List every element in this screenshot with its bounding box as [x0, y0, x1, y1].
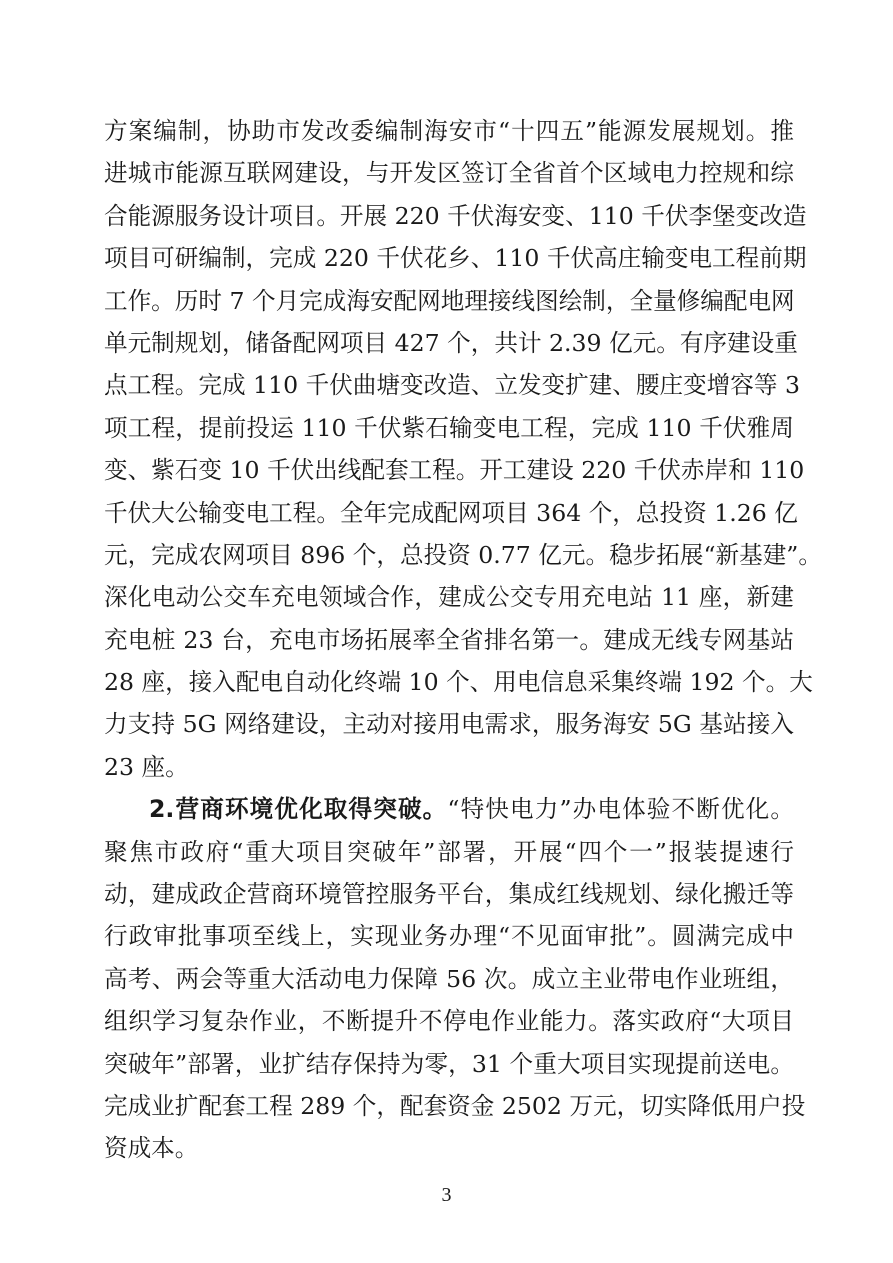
text-line: 合能源服务设计项目。开展 220 千伏海安变、110 千伏李堡变改造 [104, 201, 807, 230]
text-line: 项工程，提前投运 110 千伏紫石输变电工程，完成 110 千伏雅周 [104, 413, 794, 442]
text-line: 行政审批事项至线上，实现业务办理“不见面审批”。圆满完成中 [104, 922, 794, 951]
page-number: 3 [441, 1184, 452, 1206]
text-line: 工作。历时 7 个月完成海安配网地理接线图绘制，全量修编配电网 [104, 286, 795, 315]
text-line: 完成业扩配套工程 289 个，配套资金 2502 万元，切实降低用户投 [104, 1091, 806, 1120]
text-line: 变、紫石变 10 千伏出线配套工程。开工建设 220 千伏赤岸和 110 [104, 456, 805, 485]
text-line: 进城市能源互联网建设，与开发区签订全省首个区域电力控规和综 [104, 159, 794, 188]
text-line: 高考、两会等重大活动电力保障 56 次。成立主业带电作业班组， [104, 964, 794, 993]
text-line: 组织学习复杂作业，不断提升不停电作业能力。落实政府“大项目 [104, 1007, 794, 1036]
text-line: 突破年”部署，业扩结存保持为零，31 个重大项目实现提前送电。 [104, 1049, 794, 1078]
text-line: 23 座。 [104, 752, 189, 781]
text-line: 力支持 5G 网络建设，主动对接用电需求，服务海安 5G 基站接入 [104, 710, 794, 739]
text-line: 点工程。完成 110 千伏曲塘变改造、立发变扩建、腰庄变增容等 3 [104, 371, 800, 400]
text-line: 方案编制，协助市发改委编制海安市“十四五”能源发展规划。推 [104, 117, 794, 145]
body-text [104, 110, 822, 1170]
text-line: 动，建成政企营商环境管控服务平台，集成红线规划、绿化搬迁等 [104, 880, 794, 909]
text-line: 深化电动公交车充电领域合作，建成公交专用充电站 11 座，新建 [104, 583, 794, 612]
text-line: 项目可研编制，完成 220 千伏花乡、110 千伏高庄输变电工程前期 [104, 244, 807, 273]
section-heading: 2.营商环境优化取得突破。 [149, 795, 448, 824]
text-line: 充电桩 23 台，充电市场拓展率全省排名第一。建成无线专网基站 [104, 625, 794, 654]
heading-line-text: “特快电力”办电体验不断优化。 [447, 795, 794, 824]
text-line: 28 座，接入配电自动化终端 10 个、用电信息采集终端 192 个。大 [104, 668, 813, 697]
text-line: 单元制规划，储备配网项目 427 个，共计 2.39 亿元。有序建设重 [104, 328, 798, 357]
text-line: 元，完成农网项目 896 个，总投资 0.77 亿元。稳步拓展“新基建”。 [104, 540, 822, 569]
text-line: 资成本。 [104, 1134, 199, 1163]
section-heading-line [104, 788, 794, 830]
text-line: 千伏大公输变电工程。全年完成配网项目 364 个，总投资 1.26 亿 [104, 498, 798, 527]
text-line: 聚焦市政府“重大项目突破年”部署，开展“四个一”报装提速行 [104, 837, 794, 866]
